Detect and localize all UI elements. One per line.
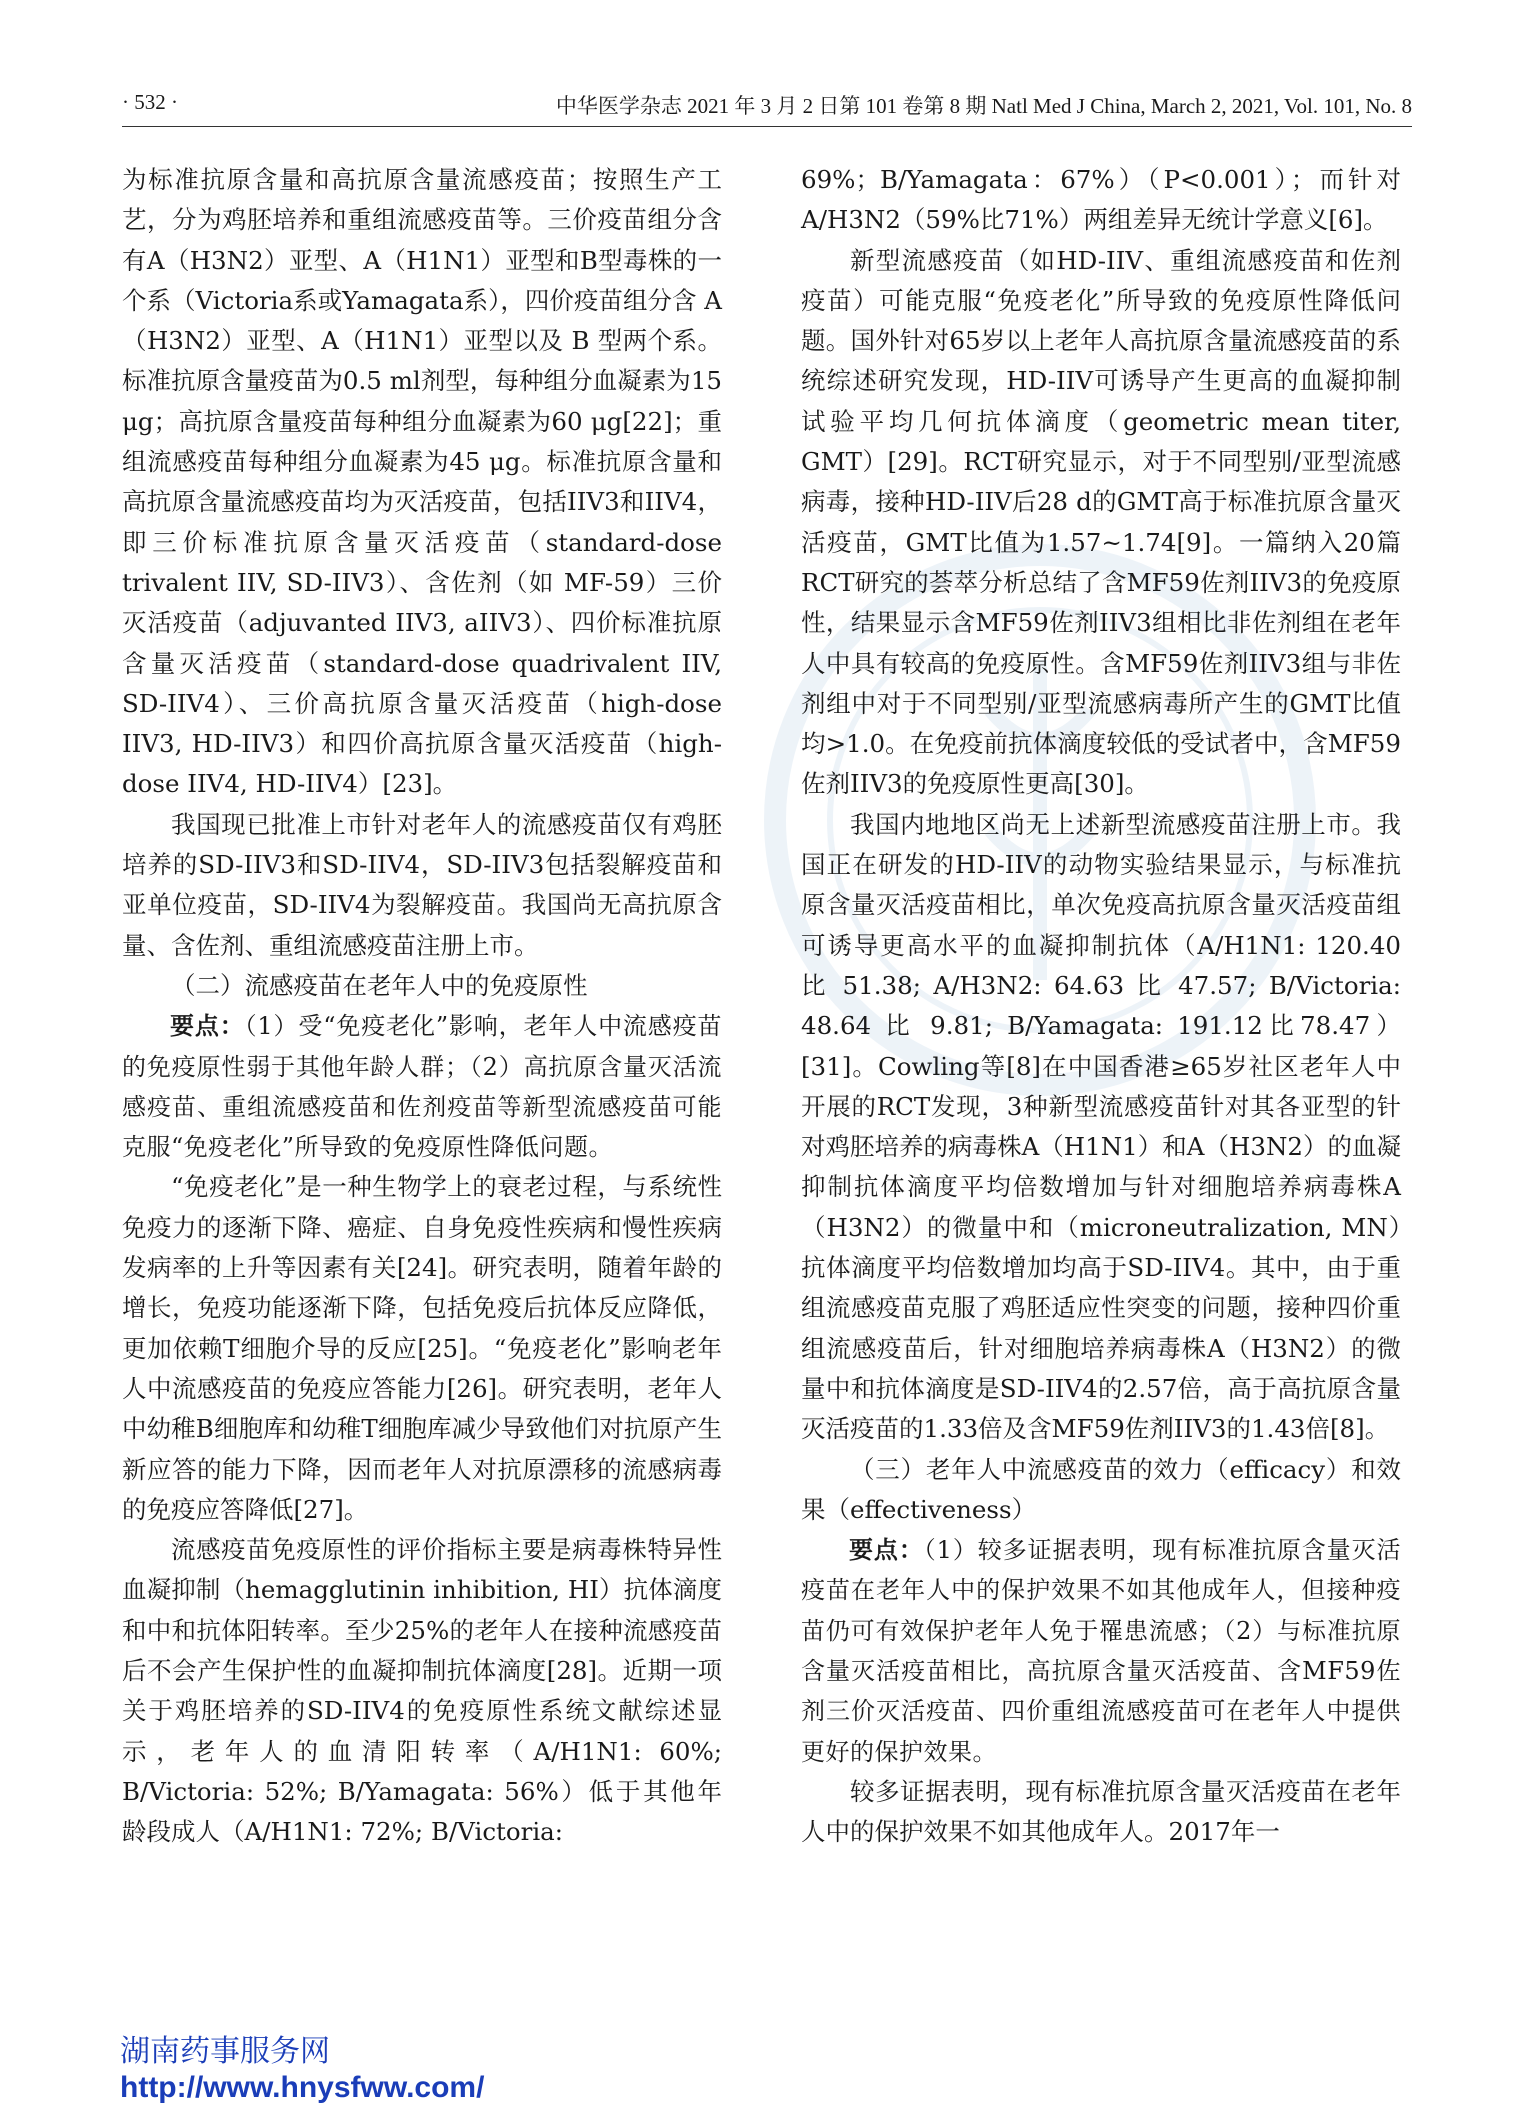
footer-watermark [120,2034,484,2106]
right-column [801,160,1401,1852]
key-points-paragraph [801,1530,1401,1772]
key-points-label: 要点： [170,1011,245,1041]
paragraph: 为标准抗原含量和高抗原含量流感疫苗；按照生产工艺，分为鸡胚培养和重组流感疫苗等。三价疫苗组分含有A（H3N2）亚型、A（H1N1）亚型和B型毒株的一个系（Victoria系或Yamagata系），四价疫苗组分含 A（H3N2）亚型、A（H1N1）亚型以及 B 型两个系。标准抗原含量疫苗为0.5 ml剂型，每种组分血凝素为15 μg；高抗原含量疫苗每种组分血凝素为60 μg[22]；重组流感疫苗每种组分血凝素为45 μg。标准抗原含量和高抗原含量流感疫苗均为灭活疫苗，包括IIV3和IIV4，即三价标准抗原含量灭活疫苗（standard-dose trivalent IIV, SD-IIV3）、含佐剂（如 MF-59）三价灭活疫苗（adjuvanted IIV3, aIIV3）、四价标准抗原含量灭活疫苗（standard-dose quadrivalent IIV, SD-IIV4）、三价高抗原含量灭活疫苗（high-dose IIV3, HD-IIV3）和四价高抗原含量灭活疫苗（high-dose IIV4, HD-IIV4）[23]。 [122,165,722,799]
paragraph: 流感疫苗免疫原性的评价指标主要是病毒株特异性血凝抑制（hemagglutinin inhibition, HI）抗体滴度和中和抗体阳转率。至少25%的老年人在接种流感疫苗后不会产生保护性的血凝抑制抗体滴度[28]。近期一项关于鸡胚培养的SD-IIV4的免疫原性系统文献综述显示，老年人的血清阳转率（A/H1N1: 60%; B/Victoria: 52%; B/Yamagata: 56%）低于其他年龄段成人（A/H1N1: 72%; B/Victoria: [122,1535,722,1847]
paragraph: 69%；B/Yamagata：67%）（P<0.001）；而针对A/H3N2（59%比71%）两组差异无统计学意义[6]。 [801,165,1401,235]
journal-citation: 中华医学杂志 2021 年 3 月 2 日第 101 卷第 8 期 Natl Med J China, March 2, 2021, Vol. 101, No. 8 [555,94,1412,118]
paragraph: 新型流感疫苗（如HD-IIV、重组流感疫苗和佐剂疫苗）可能克服“免疫老化”所导致的免疫原性降低问题。国外针对65岁以上老年人高抗原含量流感疫苗的系统综述研究发现，HD-IIV可诱导产生更高的血凝抑制试验平均几何抗体滴度（geometric mean titer, GMT）[29]。RCT研究显示，对于不同型别/亚型流感病毒，接种HD-IIV后28 d的GMT高于标准抗原含量灭活疫苗，GMT比值为1.57~1.74[9]。一篇纳入20篇RCT研究的荟萃分析总结了含MF59佐剂IIV3的免疫原性，结果显示含MF59佐剂IIV3组相比非佐剂组在老年人中具有较高的免疫原性。含MF59佐剂IIV3组与非佐剂组中对于不同型别/亚型流感病毒所产生的GMT比值均>1.0。在免疫前抗体滴度较低的受试者中，含MF59佐剂IIV3的免疫原性更高[30]。 [801,245,1401,799]
left-column [122,160,722,1852]
key-points-text: （1）较多证据表明，现有标准抗原含量灭活疫苗在老年人中的保护效果不如其他成年人，但接种疫苗仍可有效保护老年人免于罹患流感；（2）与标准抗原含量灭活疫苗相比，高抗原含量灭活疫苗、含MF59佐剂三价灭活疫苗、四价重组流感疫苗可在老年人中提供更好的保护效果。 [801,1536,1401,1766]
paragraph: 我国内地地区尚无上述新型流感疫苗注册上市。我国正在研发的HD-IIV的动物实验结果显示，与标准抗原含量灭活疫苗相比，单次免疫高抗原含量灭活疫苗组可诱导更高水平的血凝抑制抗体（A/H1N1: 120.40 比 51.38; A/H3N2: 64.63 比 47.57; B/Victoria: 48.64 比 9.81; B/Yamagata: 191.12比78.47）[31]。Cowling等[8]在中国香港≥65岁社区老年人中开展的RCT发现，3种新型流感疫苗针对其各亚型的针对鸡胚培养的病毒株A（H1N1）和A（H3N2）的血凝抑制抗体滴度平均倍数增加与针对细胞培养病毒株A（H3N2）的微量中和（microneutralization, MN）抗体滴度平均倍数增加均高于SD-IIV4。其中，由于重组流感疫苗克服了鸡胚适应性突变的问题，接种四价重组流感疫苗后，针对细胞培养病毒株A（H3N2）的微量中和抗体滴度是SD-IIV4的2.57倍，高于高抗原含量灭活疫苗的1.33倍及含MF59佐剂IIV3的1.43倍[8]。 [801,809,1401,1444]
paragraph: 我国现已批准上市针对老年人的流感疫苗仅有鸡胚培养的SD-IIV3和SD-IIV4，SD-IIV3包括裂解疫苗和亚单位疫苗，SD-IIV4为裂解疫苗。我国尚无高抗原含量、含佐剂、重组流感疫苗注册上市。 [122,809,722,960]
key-points-text: （1）受“免疫老化”影响，老年人中流感疫苗的免疫原性弱于其他年龄人群；（2）高抗原含量灭活流感疫苗、重组流感疫苗和佐剂疫苗等新型流感疫苗可能克服“免疫老化”所导致的免疫原性降低问题。 [122,1012,723,1162]
paragraph: “免疫老化”是一种生物学上的衰老过程，与系统性免疫力的逐渐下降、癌症、自身免疫性疾病和慢性疾病发病率的上升等因素有关[24]。研究表明，随着年龄的增长，免疫功能逐渐下降，包括免疫后抗体反应降低，更加依赖T细胞介导的反应[25]。“免疫老化”影响老年人中流感疫苗的免疫应答能力[26]。研究表明，老年人中幼稚B细胞库和幼稚T细胞库减少导致他们对抗原产生新应答的能力下降，因而老年人对抗原漂移的流感病毒的免疫应答降低[27]。 [122,1172,722,1524]
section-heading: （三）老年人中流感疫苗的效力（efficacy）和效果（effectiveness） [801,1454,1401,1524]
page-header [122,86,1412,127]
site-name: 湖南药事服务网 [120,2035,330,2068]
paragraph: 较多证据表明，现有标准抗原含量灭活疫苗在老年人中的保护效果不如其他成年人。2017年一 [801,1776,1401,1847]
key-points-paragraph [122,1006,722,1167]
site-url-link[interactable]: http://www.hnysfww.com/ [120,2071,485,2104]
page-number: · 532 · [122,90,178,114]
key-points-label: 要点： [849,1535,924,1565]
section-heading: （二）流感疫苗在老年人中的免疫原性 [171,970,588,1000]
